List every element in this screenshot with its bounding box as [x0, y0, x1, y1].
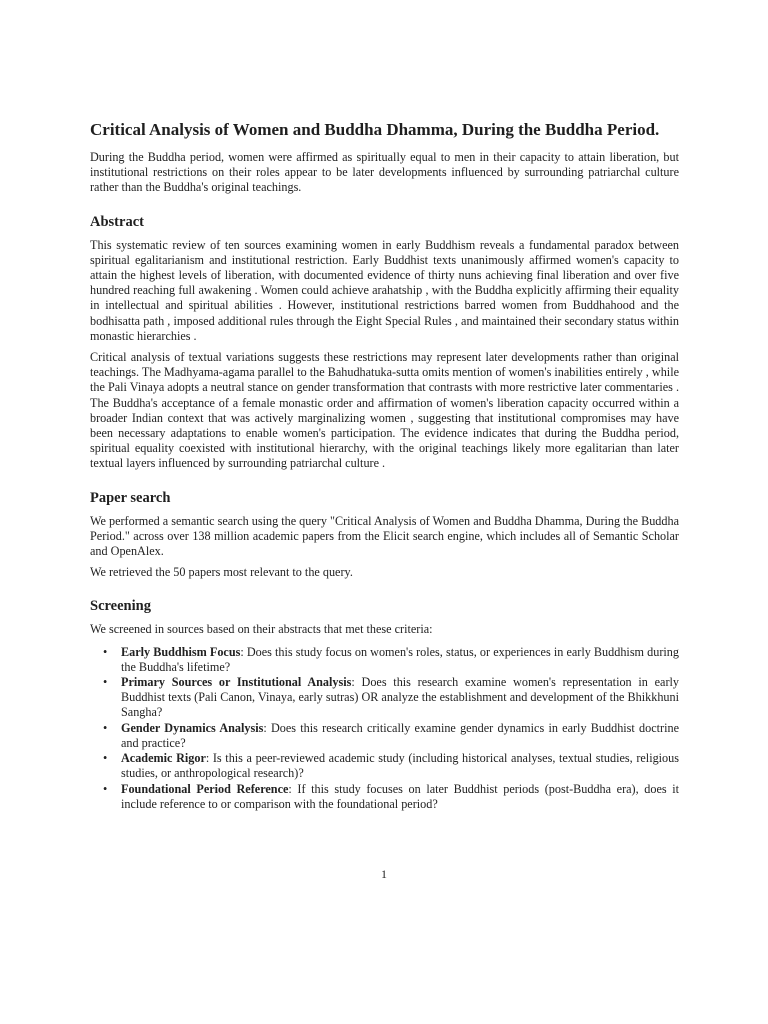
paper-search-paragraph-1: We performed a semantic search using the query "Critical Analysis of Women and Buddha Dhamma, During the Buddha Period." across over 138 million academic papers from the Elicit search engine, which includes all of Semantic Scholar and OpenAlex.	[90, 513, 679, 559]
criteria-item	[103, 645, 679, 675]
screening-section	[90, 597, 679, 811]
criteria-list	[90, 645, 679, 812]
abstract-section	[90, 213, 679, 472]
criteria-label: Primary Sources or Institutional Analysis	[121, 675, 352, 690]
page-number: 1	[381, 867, 387, 881]
paper-search-section	[90, 489, 679, 581]
criteria-text: : Does this research critically examine gender dynamics in early Buddhist doctrine and practice?	[121, 720, 679, 750]
document-title: Critical Analysis of Women and Buddha Dhamma, During the Buddha Period.	[90, 120, 660, 139]
paper-search-heading: Paper search	[90, 489, 171, 506]
criteria-label: Gender Dynamics Analysis	[121, 720, 264, 735]
criteria-text: : If this study focuses on later Buddhist periods (post-Buddha era), does it include reference to or comparison with the foundational period?	[121, 781, 679, 811]
criteria-text: : Does this study focus on women's roles, status, or experiences in early Buddhism during the Buddha's lifetime?	[121, 644, 679, 674]
paper-search-paragraph-2: We retrieved the 50 papers most relevant to the query.	[90, 565, 353, 580]
criteria-label: Academic Rigor	[121, 751, 206, 766]
criteria-label: Foundational Period Reference	[121, 781, 289, 796]
criteria-label: Early Buddhism Focus	[121, 644, 241, 659]
criteria-item	[103, 675, 679, 721]
abstract-heading: Abstract	[90, 213, 144, 230]
criteria-item	[103, 782, 679, 812]
intro-paragraph: During the Buddha period, women were affirmed as spiritually equal to men in their capacity to attain liberation, but institutional restrictions on their roles appear to be later developments influenced by surrounding patriarchal culture rather than the Buddha's original teachings.	[90, 150, 679, 195]
abstract-paragraph-1: This systematic review of ten sources examining women in early Buddhism reveals a fundamental paradox between spiritual egalitarianism and institutional restriction. Early Buddhist texts unanimously affirmed women's capacity to attain the highest levels of liberation, with documented evidence of thirty nuns achieving final liberation and over five hundred reaching full awakening . Women could achieve arahatship , with the Buddha explicitly affirming their equality in intellectual and spiritual abilities . However, institutional restrictions barred women from Buddhahood and the bodhisatta path , imposed additional rules through the Eight Special Rules , and maintained their secondary status within monastic hierarchies .	[90, 237, 679, 343]
criteria-text: : Does this research examine women's representation in early Buddhist texts (Pali Canon, Vinaya, early sutras) OR analyze the establishment and development of the Bhikkhuni Sangha?	[121, 675, 679, 720]
abstract-paragraph-2: Critical analysis of textual variations suggests these restrictions may represent later developments rather than original teachings. The Madhyama-agama parallel to the Bahudhatuka-sutta omits mention of women's inabilities entirely , while the Pali Vinaya adopts a neutral stance on gender transformation that contrasts with more restrictive later commentaries . The Buddha's acceptance of a female monastic order and affirmation of women's liberation capacity occurred within a broader Indian context that was actively marginalizing women , suggesting that institutional compromises may have been necessary adaptations to enable women's participation. The evidence indicates that during the Buddha period, spiritual equality coexisted with institutional hierarchy, with the original teachings likely more egalitarian than later textual layers influenced by surrounding patriarchal culture .	[90, 350, 679, 471]
criteria-text: : Is this a peer-reviewed academic study (including historical analyses, textual studies, religious studies, or anthropological research)?	[121, 751, 679, 781]
criteria-item	[103, 721, 679, 751]
document-page	[90, 120, 679, 812]
criteria-item	[103, 751, 679, 781]
screening-heading: Screening	[90, 598, 151, 615]
screening-intro: We screened in sources based on their abstracts that met these criteria:	[90, 622, 433, 637]
